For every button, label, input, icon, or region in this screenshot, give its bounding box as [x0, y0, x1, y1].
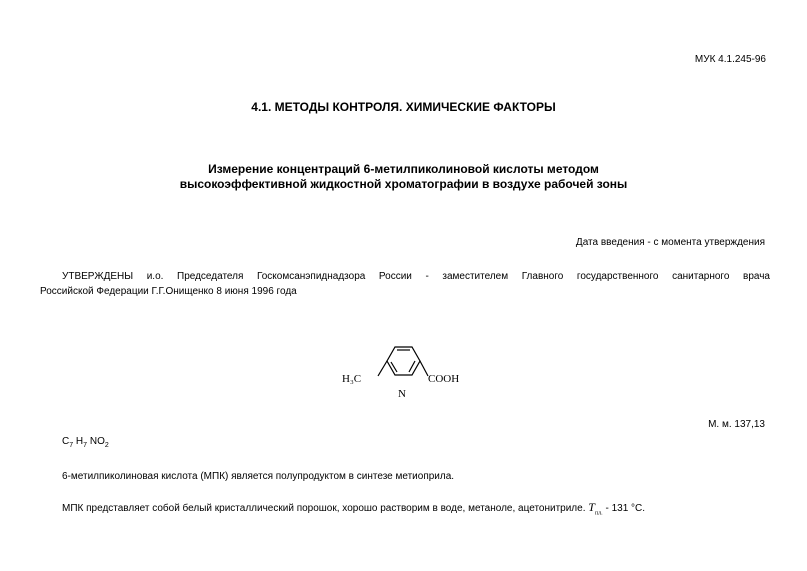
document-code: МУК 4.1.245-96 — [694, 54, 766, 65]
section-title: 4.1. МЕТОДЫ КОНТРОЛЯ. ХИМИЧЕСКИЕ ФАКТОРЫ — [251, 100, 556, 114]
formula-c: C — [62, 436, 70, 447]
document-title-line-1: Измерение концентраций 6-метилпиколиновой кислоты методом — [208, 162, 599, 176]
formula-no: NO — [89, 436, 105, 447]
approval-text: и.о. Председателя Госкомсанэпиднадзора России - заместителем Главного государственного санитарного врача — [133, 271, 770, 282]
document-title — [0, 162, 807, 192]
carboxyl-bond — [420, 361, 428, 376]
pyridine-ring — [378, 347, 428, 376]
paragraph-description: 6-метилпиколиновая кислота (МПК) является полупродуктом в синтезе метиоприла. — [62, 471, 455, 482]
melting-symbol-letter: Т — [588, 500, 595, 514]
formula-o-count: 2 — [104, 442, 109, 449]
chemical-structure — [340, 336, 480, 406]
document-title-line-2: высокоэффективной жидкостной хроматографии в воздухе рабочей зоны — [179, 177, 628, 191]
methyl-group-label: H₃C — [342, 373, 362, 385]
ring-nitrogen-label: N — [398, 388, 406, 400]
approval-line-2: Российской Федерации Г.Г.Онищенко 8 июня 1996 года — [40, 286, 297, 297]
formula-h: H — [75, 436, 84, 447]
molecular-formula — [62, 436, 109, 449]
melting-symbol-sub: пл. — [594, 510, 603, 517]
paragraph-properties — [62, 500, 645, 516]
carboxyl-group-label: COOH — [428, 373, 460, 385]
formula-c-count: 7 — [69, 442, 74, 449]
formula-h-count: 7 — [83, 442, 88, 449]
methyl-bond — [378, 361, 387, 376]
melting-point-symbol — [588, 500, 603, 517]
approval-paragraph — [40, 269, 770, 299]
properties-text: МПК представляет собой белый кристаллический порошок, хорошо растворим в воде, метаноле, ацетонитриле. — [62, 503, 586, 514]
approval-label: УТВЕРЖДЕНЫ — [62, 271, 134, 282]
molar-mass: М. м. 137,13 — [708, 419, 765, 430]
melting-point-value: - 131 °С. — [602, 503, 646, 514]
approval-line-1 — [40, 269, 770, 284]
introduction-date: Дата введения - с момента утверждения — [575, 237, 765, 248]
